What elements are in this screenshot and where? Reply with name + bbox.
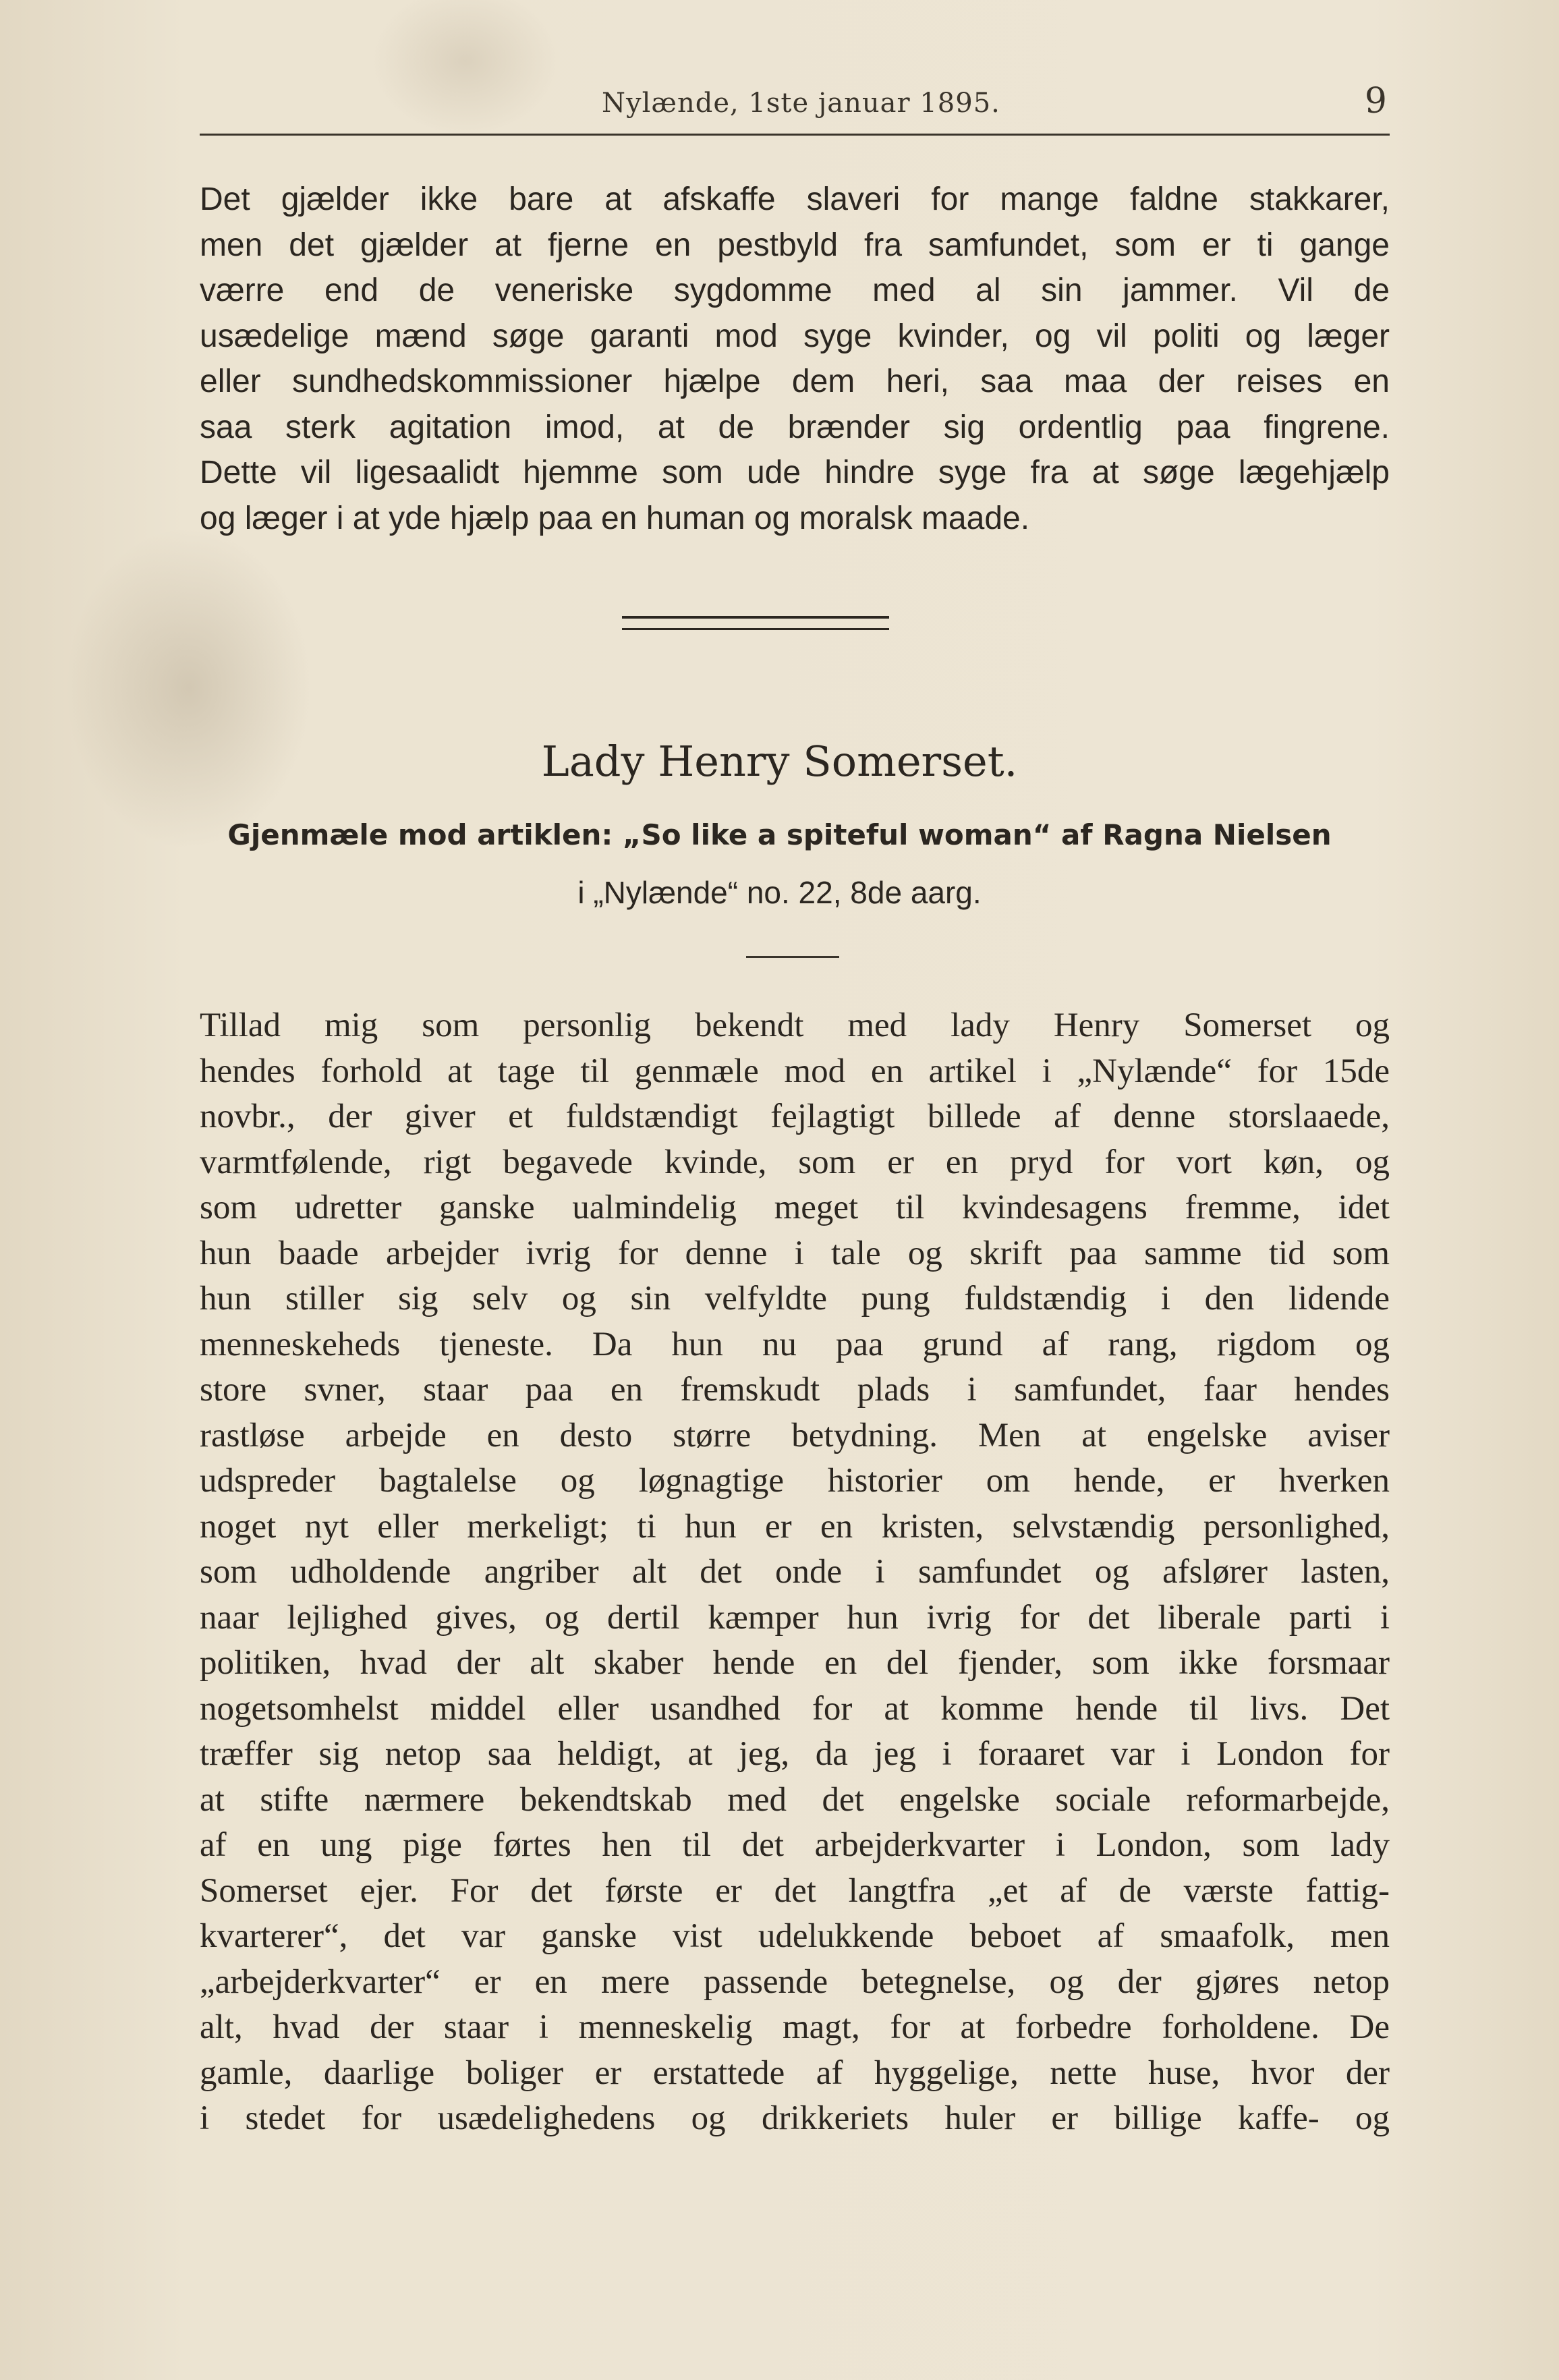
text-line: varmtfølende, rigt begavede kvinde, som er en pryd for vort køn, og <box>200 1143 1390 1181</box>
article-subtitle: Gjenmæle mod artiklen: „So like a spiteful woman“ af Ragna Nielsen <box>227 818 1332 851</box>
text-line: træffer sig netop saa heldigt, at jeg, da jeg i foraaret var i London for <box>200 1735 1390 1773</box>
page-header <box>200 81 1390 136</box>
article-body <box>200 1003 1390 2142</box>
text-line: hun stiller sig selv og sin velfyldte pung fuldstændig i den lidende <box>200 1280 1390 1318</box>
text-line: nogetsomhelst middel eller usandhed for at komme hende til livs. Det <box>200 1689 1390 1728</box>
text-line: Det gjælder ikke bare at afskaffe slaveri for mange faldne stakkarer, <box>200 181 1390 217</box>
text-line: naar lejlighed gives, og dertil kæmper hun ivrig for det liberale parti i <box>200 1598 1390 1637</box>
text-line: menneskeheds tjeneste. Da hun nu paa grund af rang, rigdom og <box>200 1325 1390 1363</box>
text-line: rastløse arbejde en desto større betydning. Men at engelske aviser <box>200 1416 1390 1454</box>
text-line: værre end de veneriske sygdomme med al sin jammer. Vil de <box>200 273 1390 308</box>
text-line: som udholdende angriber alt det onde i samfundet og afslører lasten, <box>200 1553 1390 1591</box>
text-line: hun baade arbejder ivrig for denne i tale og skrift paa samme tid som <box>200 1234 1390 1272</box>
text-line: noget nyt eller merkeligt; ti hun er en kristen, selvstændig personlighed, <box>200 1507 1390 1546</box>
article-title: Lady Henry Somerset. <box>541 737 1018 786</box>
text-line: store svner, staar paa en fremskudt plads i samfundet, faar hendes <box>200 1371 1390 1409</box>
text-line: gamle, daarlige boliger er erstattede af hyggelige, nette huse, hvor der <box>200 2053 1390 2092</box>
text-line: men det gjælder at fjerne en pestbyld fra samfundet, som er ti gange <box>200 227 1390 263</box>
title-divider <box>746 956 839 958</box>
intro-paragraph <box>200 177 1390 541</box>
text-line: at stifte nærmere bekendtskab med det engelske sociale reformarbejde, <box>200 1780 1390 1819</box>
page-number: 9 <box>1364 81 1387 121</box>
text-line: „arbejderkvarter“ er en mere passende betegnelse, og der gjøres netop <box>200 1962 1390 2001</box>
text-line: saa sterk agitation imod, at de brænder sig ordentlig paa fingrene. <box>200 409 1390 445</box>
text-line: novbr., der giver et fuldstændigt fejlagtigt billede af denne storslaaede, <box>200 1098 1390 1135</box>
text-line: som udretter ganske ualmindelig meget til kvindesagens fremme, idet <box>200 1189 1390 1226</box>
text-line: kvarterer“, det var ganske vist udelukkende beboet af smaafolk, men <box>200 1917 1390 1955</box>
text-line: alt, hvad der staar i menneskelig magt, for at forbedre forholdene. De <box>200 2008 1390 2046</box>
text-line: af en ung pige førtes hen til det arbejderkvarter i London, som lady <box>200 1826 1390 1864</box>
text-line: hendes forhold at tage til genmæle mod en artikel i „Nylænde“ for 15de <box>200 1052 1390 1090</box>
text-line: usædelige mænd søge garanti mod syge kvinder, og vil politi og læger <box>200 318 1390 354</box>
text-line: i stedet for usædelighedens og drikkeriets huler er billige kaffe- og <box>200 2099 1390 2137</box>
text-line: Somerset ejer. For det første er det langtfra „et af de værste fattig- <box>200 1871 1390 1910</box>
article-source: i „Nylænde“ no. 22, 8de aarg. <box>577 875 982 910</box>
running-head: Nylænde, 1ste januar 1895. <box>602 88 1000 119</box>
text-line: Tillad mig som personlig bekendt med lady Henry Somerset og <box>200 1007 1390 1044</box>
section-divider <box>622 616 889 630</box>
text-line: politiken, hvad der alt skaber hende en del fjender, som ikke forsmaar <box>200 1644 1390 1682</box>
text-line: og læger i at yde hjælp paa en human og moralsk maade. <box>200 500 1030 536</box>
text-line: eller sundhedskommissioner hjælpe dem heri, saa maa der reises en <box>200 364 1390 399</box>
text-line: udspreder bagtalelse og løgnagtige historier om hende, er hverken <box>200 1462 1390 1500</box>
text-line: Dette vil ligesaalidt hjemme som ude hindre syge fra at søge lægehjælp <box>200 455 1390 490</box>
